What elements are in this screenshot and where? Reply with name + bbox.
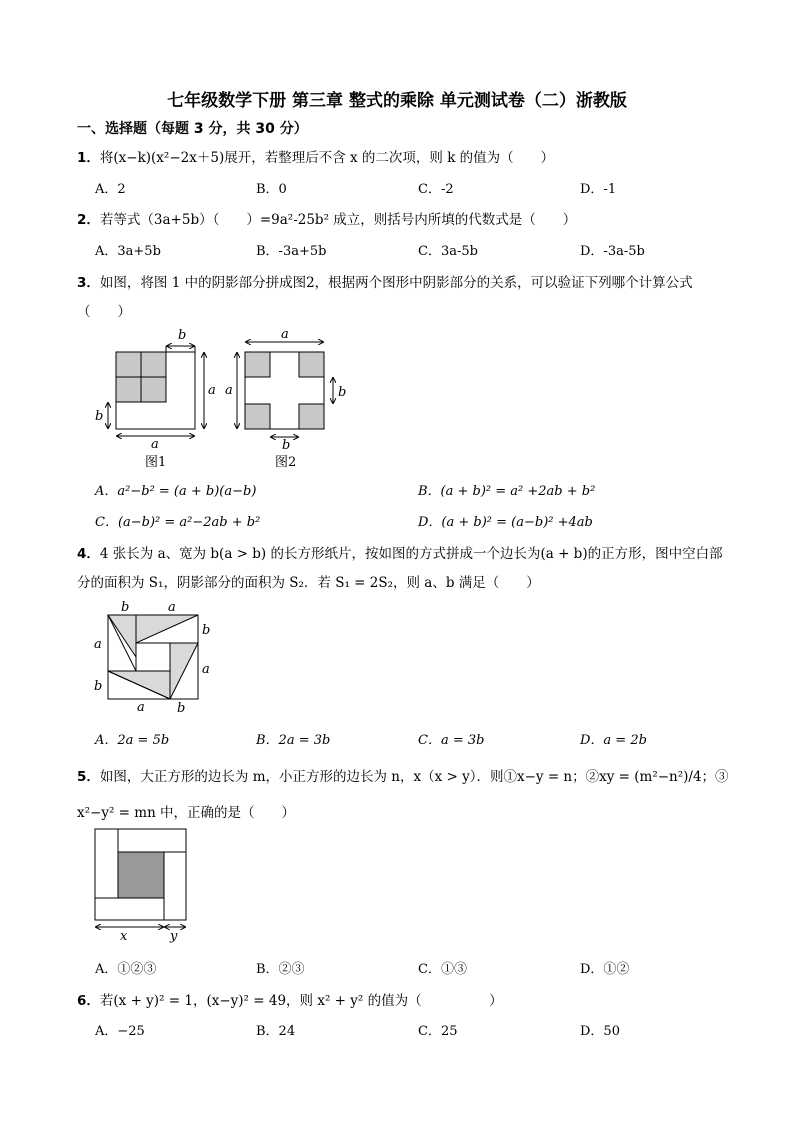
question-number: 2．	[77, 212, 100, 228]
option-c[interactable]: C．(a−b)² = a²−2ab + b²	[95, 515, 261, 530]
label-b: b	[282, 438, 291, 453]
question-4	[77, 542, 723, 562]
option-a[interactable]: A．2a = 5b	[95, 733, 170, 748]
option-b[interactable]: B．24	[256, 1024, 296, 1039]
option-c[interactable]: C．①③	[418, 962, 467, 977]
option-b[interactable]: B．②③	[256, 962, 305, 977]
question-stem: 如图，大正方形的边长为 m，小正方形的边长为 n，x（x > y）．则①x−y = n；②xy = (m²−n²)/4；③	[99, 769, 729, 785]
question-number: 3．	[77, 275, 100, 291]
label-a: a	[225, 383, 233, 398]
question-stem-continued: （ ）	[77, 304, 131, 320]
question-number: 5．	[77, 769, 100, 785]
question-5	[77, 765, 729, 785]
question-1	[77, 146, 554, 166]
option-c[interactable]: C．-2	[418, 182, 454, 197]
option-d[interactable]: D．(a + b)² = (a−b)² +4ab	[418, 515, 593, 530]
label-a: a	[151, 437, 159, 452]
option-a[interactable]: A．2	[95, 182, 126, 197]
option-c[interactable]: C．3a-5b	[418, 244, 478, 259]
question-stem: 若(x + y)² = 1，(x−y)² = 49，则 x² + y² 的值为（ ）	[99, 993, 503, 1009]
question-stem: 如图，将图 1 中的阴影部分拼成图2，根据两个图形中阴影部分的关系，可以验证下列哪个计算公式	[99, 275, 693, 291]
label-b: b	[121, 600, 130, 615]
option-b[interactable]: B．2a = 3b	[256, 733, 331, 748]
label-a: a	[168, 600, 176, 615]
label-a: a	[137, 700, 145, 715]
question-6	[77, 989, 503, 1009]
option-c[interactable]: C．25	[418, 1024, 458, 1039]
label-a: a	[202, 662, 210, 677]
question-stem: 将(x−k)(x²−2x＋5)展开，若整理后不含 x 的二次项，则 k 的值为（ ）	[99, 150, 555, 166]
option-a[interactable]: A．a²−b² = (a + b)(a−b)	[95, 484, 257, 499]
figure-caption: 图1	[145, 455, 167, 470]
question-2	[77, 208, 576, 228]
question-stem-continued: 分的面积为 S₁，阴影部分的面积为 S₂．若 S₁ = 2S₂，则 a、b 满足（ ）	[77, 575, 540, 591]
figure-1	[95, 328, 216, 470]
label-a: a	[208, 383, 216, 398]
option-a[interactable]: A．3a+5b	[95, 244, 161, 259]
figure-2	[225, 327, 346, 470]
section-heading: 一、选择题（每题 3 分，共 30 分）	[77, 121, 308, 137]
label-a: a	[94, 637, 102, 652]
label-b: b	[202, 623, 211, 638]
label-y: y	[170, 929, 178, 944]
question-number: 4．	[77, 546, 100, 562]
option-a[interactable]: A．①②③	[95, 962, 157, 977]
label-b: b	[95, 409, 104, 424]
option-d[interactable]: D．50	[580, 1024, 620, 1039]
label-b: b	[338, 385, 347, 400]
label-b: b	[177, 701, 186, 716]
label-b: b	[94, 679, 103, 694]
figure-q5	[88, 823, 198, 945]
option-b[interactable]: B．-3a+5b	[256, 244, 327, 259]
label-a: a	[281, 327, 289, 342]
option-d[interactable]: D．-1	[580, 182, 617, 197]
question-3	[77, 271, 693, 291]
option-d[interactable]: D．-3a-5b	[580, 244, 645, 259]
label-b: b	[178, 328, 187, 343]
question-stem: 若等式（3a+5b）（ ）=9a²-25b² 成立，则括号内所填的代数式是（ ）	[99, 212, 577, 228]
option-a[interactable]: A．−25	[95, 1024, 145, 1039]
question-stem-continued: x²−y² = mn 中，正确的是（ ）	[77, 805, 296, 821]
figure-q4	[88, 598, 228, 716]
question-number: 1．	[77, 150, 100, 166]
option-c[interactable]: C．a = 3b	[418, 733, 485, 748]
option-b[interactable]: B．0	[256, 182, 287, 197]
figure-q3	[88, 322, 358, 472]
option-b[interactable]: B．(a + b)² = a² +2ab + b²	[418, 484, 596, 499]
option-d[interactable]: D．①②	[580, 962, 630, 977]
option-d[interactable]: D．a = 2b	[580, 733, 647, 748]
label-x: x	[120, 929, 128, 944]
page-title: 七年级数学下册 第三章 整式的乘除 单元测试卷（二）浙教版	[167, 91, 627, 111]
figure-caption: 图2	[275, 455, 297, 470]
question-number: 6．	[77, 993, 100, 1009]
question-stem: 4 张长为 a、宽为 b(a > b) 的长方形纸片，按如图的方式拼成一个边长为(a + b)的正方形，图中空白部	[99, 546, 723, 562]
